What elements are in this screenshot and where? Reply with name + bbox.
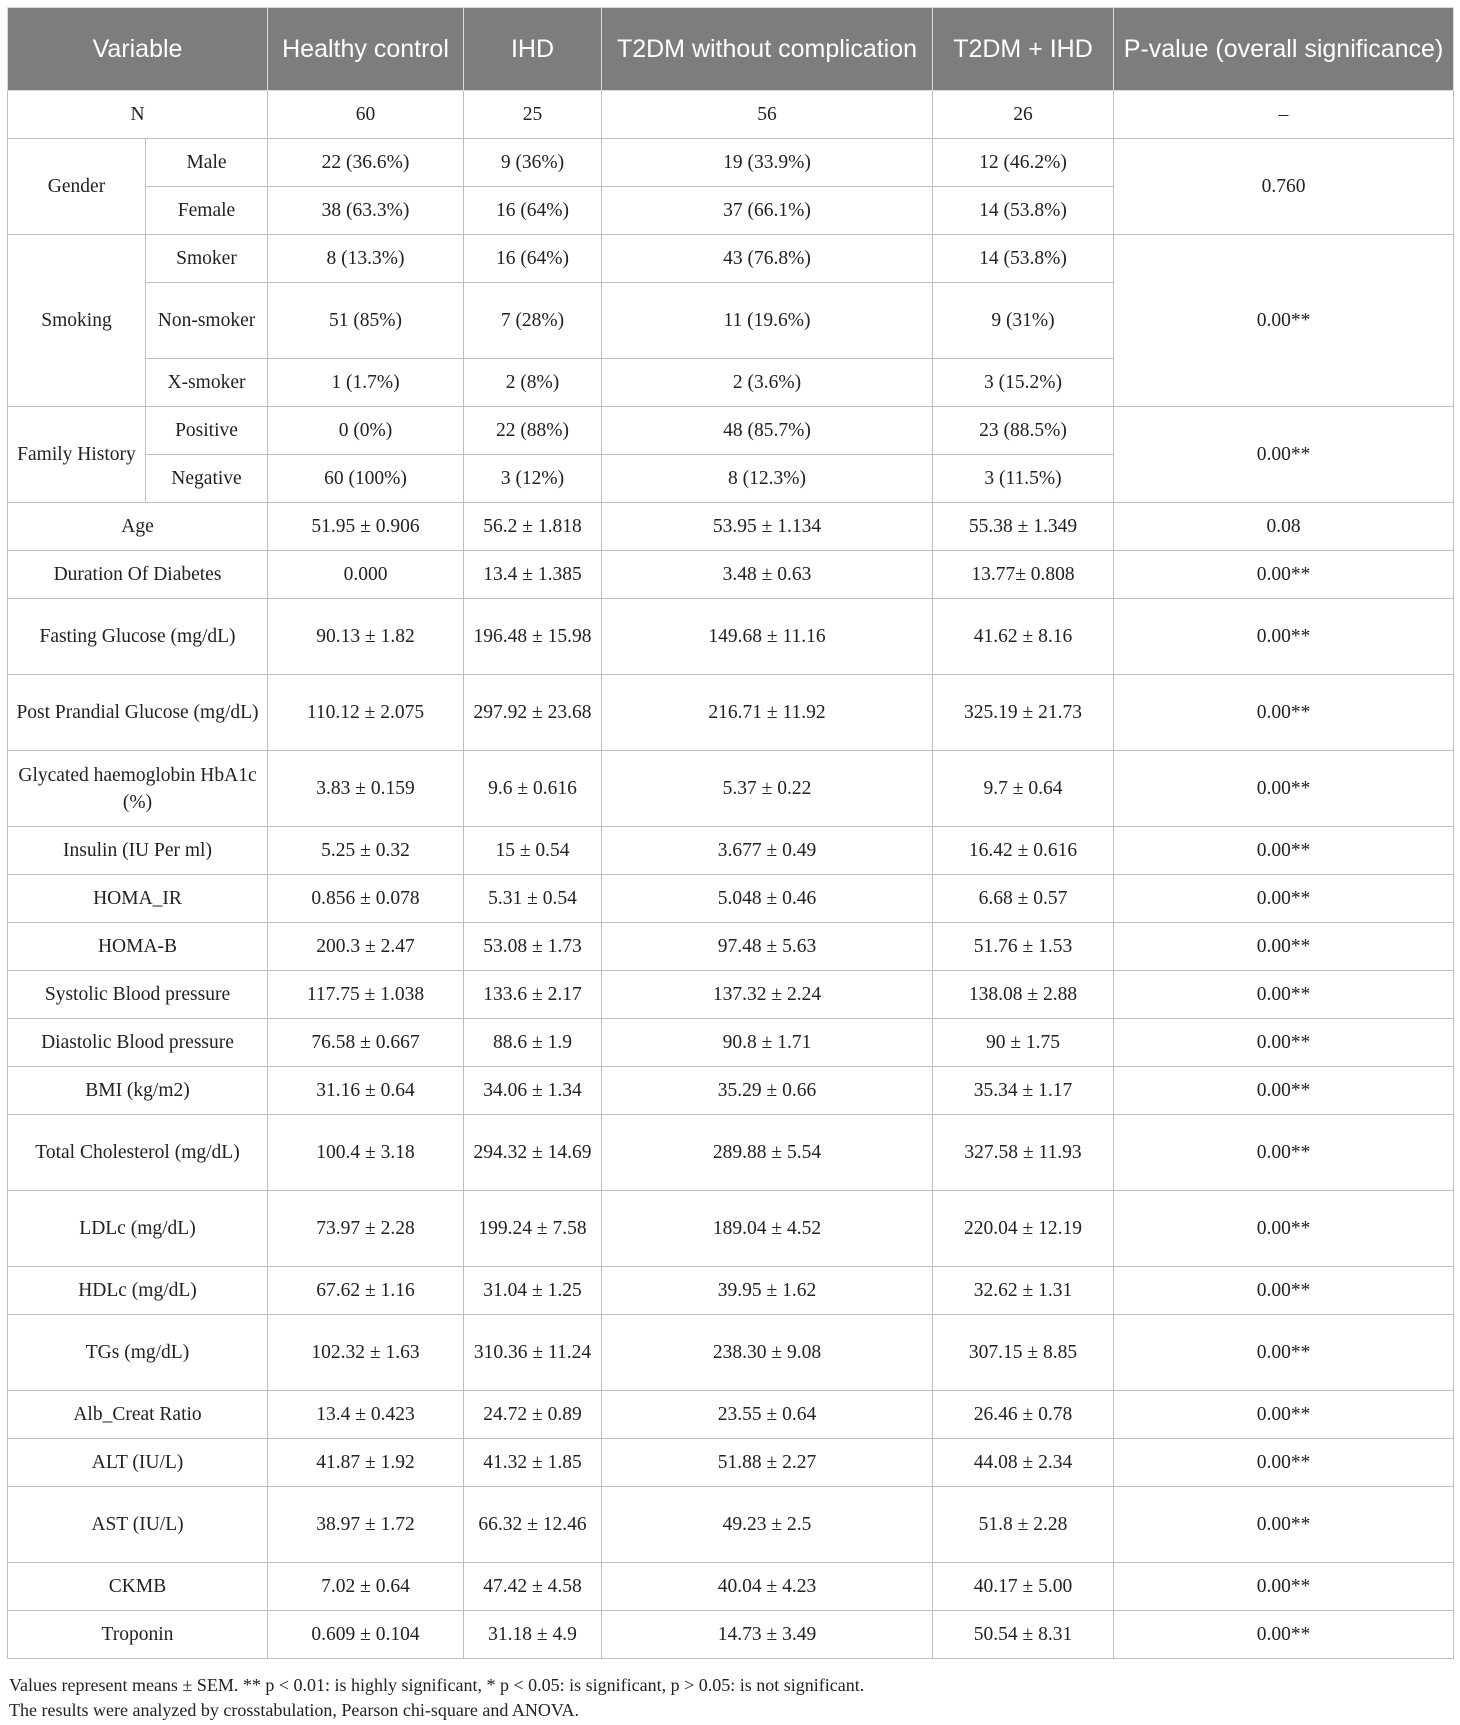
cell: 51 (85%): [268, 283, 464, 359]
table-row: [8, 235, 1454, 283]
cell: 51.8 ± 2.28: [933, 1487, 1114, 1563]
table-row: [8, 875, 1454, 923]
p-value-cell: 0.00**: [1114, 1439, 1454, 1487]
cell: 53.95 ± 1.134: [602, 503, 933, 551]
table-row: [8, 1391, 1454, 1439]
cell: 35.29 ± 0.66: [602, 1067, 933, 1115]
group-label: Gender: [8, 139, 146, 235]
header-t2dm: T2DM without complication: [602, 8, 933, 91]
cell: 9 (31%): [933, 283, 1114, 359]
cell: 1 (1.7%): [268, 359, 464, 407]
p-value-cell: 0.00**: [1114, 599, 1454, 675]
cell: 66.32 ± 12.46: [464, 1487, 602, 1563]
p-value-cell: 0.00**: [1114, 751, 1454, 827]
cell: 196.48 ± 15.98: [464, 599, 602, 675]
cell: 294.32 ± 14.69: [464, 1115, 602, 1191]
row-label: N: [8, 91, 268, 139]
cell: 3.48 ± 0.63: [602, 551, 933, 599]
cell: 3 (15.2%): [933, 359, 1114, 407]
cell: 16 (64%): [464, 187, 602, 235]
cell: 117.75 ± 1.038: [268, 971, 464, 1019]
p-value-cell: 0.00**: [1114, 1315, 1454, 1391]
p-value-cell: 0.760: [1114, 139, 1454, 235]
cell: 14 (53.8%): [933, 187, 1114, 235]
cell: 2 (3.6%): [602, 359, 933, 407]
cell: 149.68 ± 11.16: [602, 599, 933, 675]
cell: 8 (13.3%): [268, 235, 464, 283]
cell: 31.04 ± 1.25: [464, 1267, 602, 1315]
row-label: Diastolic Blood pressure: [8, 1019, 268, 1067]
cell: 25: [464, 91, 602, 139]
cell: 48 (85.7%): [602, 407, 933, 455]
table-row: [8, 923, 1454, 971]
cell: 56: [602, 91, 933, 139]
cell: 9 (36%): [464, 139, 602, 187]
cell: 19 (33.9%): [602, 139, 933, 187]
cell: 238.30 ± 9.08: [602, 1315, 933, 1391]
header-t2dm-ihd: T2DM + IHD: [933, 8, 1114, 91]
cell: 13.4 ± 1.385: [464, 551, 602, 599]
cell: 7 (28%): [464, 283, 602, 359]
cell: 55.38 ± 1.349: [933, 503, 1114, 551]
cell: 13.4 ± 0.423: [268, 1391, 464, 1439]
row-label: Insulin (IU Per ml): [8, 827, 268, 875]
table-row: [8, 1067, 1454, 1115]
cell: 50.54 ± 8.31: [933, 1611, 1114, 1659]
cell: 51.88 ± 2.27: [602, 1439, 933, 1487]
row-label: HOMA-B: [8, 923, 268, 971]
p-value-cell: 0.00**: [1114, 971, 1454, 1019]
cell: 73.97 ± 2.28: [268, 1191, 464, 1267]
cell: 90.8 ± 1.71: [602, 1019, 933, 1067]
row-label: Age: [8, 503, 268, 551]
cell: 3 (11.5%): [933, 455, 1114, 503]
cell: 51.76 ± 1.53: [933, 923, 1114, 971]
cell: 297.92 ± 23.68: [464, 675, 602, 751]
sub-label: Smoker: [146, 235, 268, 283]
cell: 39.95 ± 1.62: [602, 1267, 933, 1315]
table-row: [8, 1115, 1454, 1191]
group-label: Smoking: [8, 235, 146, 407]
p-value-cell: 0.00**: [1114, 1611, 1454, 1659]
cell: 32.62 ± 1.31: [933, 1267, 1114, 1315]
row-label: Fasting Glucose (mg/dL): [8, 599, 268, 675]
cell: 34.06 ± 1.34: [464, 1067, 602, 1115]
cell: 40.17 ± 5.00: [933, 1563, 1114, 1611]
cell: 133.6 ± 2.17: [464, 971, 602, 1019]
cell: 97.48 ± 5.63: [602, 923, 933, 971]
cell: 137.32 ± 2.24: [602, 971, 933, 1019]
cell: 60 (100%): [268, 455, 464, 503]
p-value-cell: 0.00**: [1114, 1487, 1454, 1563]
sub-label: Positive: [146, 407, 268, 455]
cell: 310.36 ± 11.24: [464, 1315, 602, 1391]
table-row: [8, 1611, 1454, 1659]
cell: 90 ± 1.75: [933, 1019, 1114, 1067]
cell: 16.42 ± 0.616: [933, 827, 1114, 875]
cell: 67.62 ± 1.16: [268, 1267, 464, 1315]
table-row: [8, 139, 1454, 187]
p-value-cell: –: [1114, 91, 1454, 139]
cell: 41.62 ± 8.16: [933, 599, 1114, 675]
cell: 31.16 ± 0.64: [268, 1067, 464, 1115]
cell: 2 (8%): [464, 359, 602, 407]
cell: 138.08 ± 2.88: [933, 971, 1114, 1019]
cell: 5.31 ± 0.54: [464, 875, 602, 923]
cell: 60: [268, 91, 464, 139]
cell: 22 (88%): [464, 407, 602, 455]
row-label: LDLc (mg/dL): [8, 1191, 268, 1267]
p-value-cell: 0.00**: [1114, 675, 1454, 751]
cell: 327.58 ± 11.93: [933, 1115, 1114, 1191]
cell: 26: [933, 91, 1114, 139]
p-value-cell: 0.00**: [1114, 551, 1454, 599]
header-healthy-control: Healthy control: [268, 8, 464, 91]
header-p-value: P-value (overall significance): [1114, 8, 1454, 91]
row-label: HDLc (mg/dL): [8, 1267, 268, 1315]
cell: 16 (64%): [464, 235, 602, 283]
cell: 38 (63.3%): [268, 187, 464, 235]
cell: 0.000: [268, 551, 464, 599]
cell: 22 (36.6%): [268, 139, 464, 187]
p-value-cell: 0.00**: [1114, 235, 1454, 407]
p-value-cell: 0.00**: [1114, 407, 1454, 503]
cell: 307.15 ± 8.85: [933, 1315, 1114, 1391]
table-row: [8, 407, 1454, 455]
cell: 7.02 ± 0.64: [268, 1563, 464, 1611]
row-label: Glycated haemoglobin HbA1c (%): [8, 751, 268, 827]
row-label: CKMB: [8, 1563, 268, 1611]
row-label: Duration Of Diabetes: [8, 551, 268, 599]
cell: 26.46 ± 0.78: [933, 1391, 1114, 1439]
cell: 13.77± 0.808: [933, 551, 1114, 599]
p-value-cell: 0.00**: [1114, 923, 1454, 971]
sub-label: Non-smoker: [146, 283, 268, 359]
table-row: [8, 971, 1454, 1019]
cell: 49.23 ± 2.5: [602, 1487, 933, 1563]
row-label: Troponin: [8, 1611, 268, 1659]
table-row: [8, 551, 1454, 599]
row-label: TGs (mg/dL): [8, 1315, 268, 1391]
p-value-cell: 0.00**: [1114, 1563, 1454, 1611]
cell: 199.24 ± 7.58: [464, 1191, 602, 1267]
table-footnotes: [7, 1673, 1453, 1723]
cell: 9.7 ± 0.64: [933, 751, 1114, 827]
cell: 3.83 ± 0.159: [268, 751, 464, 827]
cell: 41.32 ± 1.85: [464, 1439, 602, 1487]
table-row: [8, 675, 1454, 751]
table-row: [8, 91, 1454, 139]
table-row: [8, 1563, 1454, 1611]
cell: 0.609 ± 0.104: [268, 1611, 464, 1659]
cell: 14.73 ± 3.49: [602, 1611, 933, 1659]
cell: 8 (12.3%): [602, 455, 933, 503]
cell: 110.12 ± 2.075: [268, 675, 464, 751]
cell: 38.97 ± 1.72: [268, 1487, 464, 1563]
p-value-cell: 0.00**: [1114, 1191, 1454, 1267]
cell: 51.95 ± 0.906: [268, 503, 464, 551]
row-label: AST (IU/L): [8, 1487, 268, 1563]
p-value-cell: 0.08: [1114, 503, 1454, 551]
p-value-cell: 0.00**: [1114, 1019, 1454, 1067]
cell: 15 ± 0.54: [464, 827, 602, 875]
p-value-cell: 0.00**: [1114, 875, 1454, 923]
group-label: Family History: [8, 407, 146, 503]
cell: 102.32 ± 1.63: [268, 1315, 464, 1391]
row-label: BMI (kg/m2): [8, 1067, 268, 1115]
cell: 289.88 ± 5.54: [602, 1115, 933, 1191]
cell: 88.6 ± 1.9: [464, 1019, 602, 1067]
table-row: [8, 1315, 1454, 1391]
cell: 14 (53.8%): [933, 235, 1114, 283]
cell: 5.048 ± 0.46: [602, 875, 933, 923]
p-value-cell: 0.00**: [1114, 1115, 1454, 1191]
cell: 31.18 ± 4.9: [464, 1611, 602, 1659]
footnote-line: Values represent means ± SEM. ** p < 0.01: is highly significant, * p < 0.05: is significant, p > 0.05: is not significant.: [9, 1675, 865, 1695]
cell: 12 (46.2%): [933, 139, 1114, 187]
table-row: [8, 1191, 1454, 1267]
row-label: Post Prandial Glucose (mg/dL): [8, 675, 268, 751]
cell: 9.6 ± 0.616: [464, 751, 602, 827]
cell: 76.58 ± 0.667: [268, 1019, 464, 1067]
cell: 90.13 ± 1.82: [268, 599, 464, 675]
cell: 325.19 ± 21.73: [933, 675, 1114, 751]
sub-label: Male: [146, 139, 268, 187]
cell: 220.04 ± 12.19: [933, 1191, 1114, 1267]
cell: 0 (0%): [268, 407, 464, 455]
cell: 23 (88.5%): [933, 407, 1114, 455]
row-label: Alb_Creat Ratio: [8, 1391, 268, 1439]
cell: 56.2 ± 1.818: [464, 503, 602, 551]
table-row: [8, 1487, 1454, 1563]
cell: 6.68 ± 0.57: [933, 875, 1114, 923]
header-ihd: IHD: [464, 8, 602, 91]
cell: 3 (12%): [464, 455, 602, 503]
cell: 41.87 ± 1.92: [268, 1439, 464, 1487]
table-row: [8, 751, 1454, 827]
p-value-cell: 0.00**: [1114, 1267, 1454, 1315]
row-label: HOMA_IR: [8, 875, 268, 923]
simple-rows: [8, 503, 1454, 1659]
cell: 23.55 ± 0.64: [602, 1391, 933, 1439]
results-table: [7, 7, 1454, 1659]
table-container: [7, 7, 1453, 1723]
cell: 11 (19.6%): [602, 283, 933, 359]
sub-label: Negative: [146, 455, 268, 503]
header-row: [8, 8, 1454, 91]
cell: 5.25 ± 0.32: [268, 827, 464, 875]
row-label: ALT (IU/L): [8, 1439, 268, 1487]
footnote-line: The results were analyzed by crosstabulation, Pearson chi-square and ANOVA.: [9, 1700, 580, 1720]
cell: 0.856 ± 0.078: [268, 875, 464, 923]
sub-label: X-smoker: [146, 359, 268, 407]
p-value-cell: 0.00**: [1114, 827, 1454, 875]
cell: 43 (76.8%): [602, 235, 933, 283]
table-row: [8, 1439, 1454, 1487]
header-variable: Variable: [8, 8, 268, 91]
cell: 200.3 ± 2.47: [268, 923, 464, 971]
table-row: [8, 1267, 1454, 1315]
cell: 3.677 ± 0.49: [602, 827, 933, 875]
cell: 53.08 ± 1.73: [464, 923, 602, 971]
cell: 47.42 ± 4.58: [464, 1563, 602, 1611]
cell: 40.04 ± 4.23: [602, 1563, 933, 1611]
row-label: Total Cholesterol (mg/dL): [8, 1115, 268, 1191]
cell: 100.4 ± 3.18: [268, 1115, 464, 1191]
table-row: [8, 503, 1454, 551]
table-row: [8, 599, 1454, 675]
cell: 24.72 ± 0.89: [464, 1391, 602, 1439]
p-value-cell: 0.00**: [1114, 1067, 1454, 1115]
cell: 216.71 ± 11.92: [602, 675, 933, 751]
cell: 5.37 ± 0.22: [602, 751, 933, 827]
cell: 44.08 ± 2.34: [933, 1439, 1114, 1487]
cell: 35.34 ± 1.17: [933, 1067, 1114, 1115]
table-row: [8, 827, 1454, 875]
row-label: Systolic Blood pressure: [8, 971, 268, 1019]
p-value-cell: 0.00**: [1114, 1391, 1454, 1439]
table-row: [8, 1019, 1454, 1067]
cell: 37 (66.1%): [602, 187, 933, 235]
cell: 189.04 ± 4.52: [602, 1191, 933, 1267]
sub-label: Female: [146, 187, 268, 235]
